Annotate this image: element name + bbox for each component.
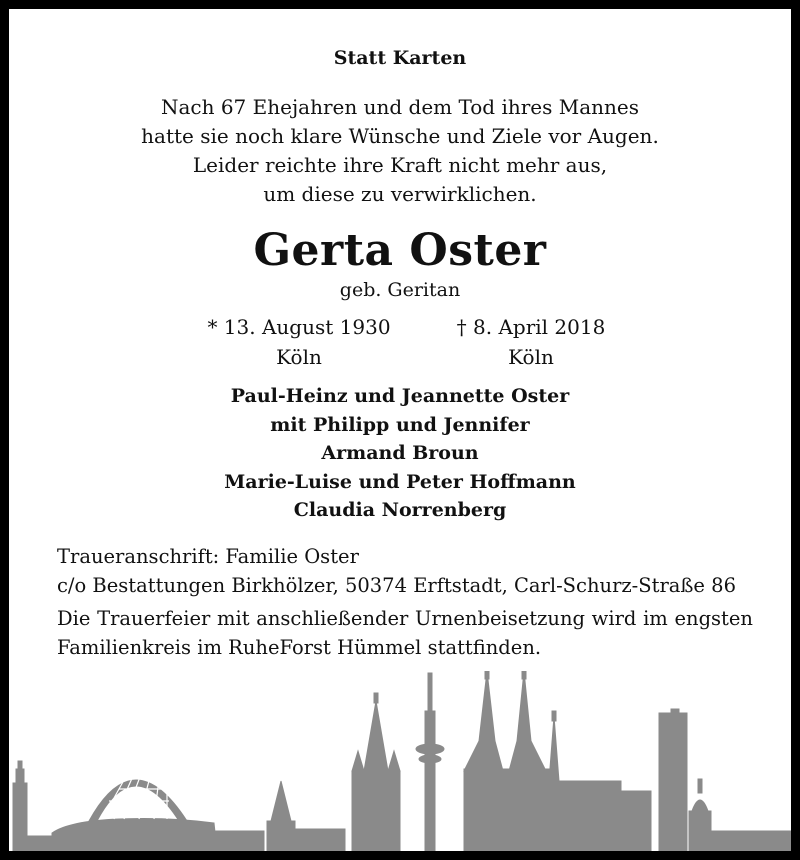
ceremony-notice: Die Trauerfeier mit anschließender Urnenbeisetzung wird im engsten Familienkreis im RuheForst Hümmel stattfinden. bbox=[57, 607, 753, 659]
birth-place: Köln bbox=[276, 345, 322, 369]
birth-date: * 13. August 1930 bbox=[207, 315, 391, 339]
death-place: Köln bbox=[508, 345, 554, 369]
birth-info bbox=[169, 312, 429, 372]
mourner: Armand Broun bbox=[321, 442, 479, 464]
mourner: Claudia Norrenberg bbox=[293, 499, 507, 521]
death-date: † 8. April 2018 bbox=[456, 315, 606, 339]
address-line: Traueranschrift: Familie Oster bbox=[57, 545, 359, 568]
intro-line: Nach 67 Ehejahren und dem Tod ihres Mannes bbox=[160, 95, 640, 119]
intro-line: hatte sie noch klare Wünsche und Ziele vor Augen. bbox=[141, 124, 659, 148]
intro-text bbox=[9, 93, 791, 209]
mourners-list bbox=[9, 382, 791, 525]
death-info bbox=[401, 312, 661, 372]
address-line: c/o Bestattungen Birkhölzer, 50374 Erftstadt, Carl-Schurz-Straße 86 bbox=[57, 574, 736, 597]
deceased-name: Gerta Oster bbox=[253, 225, 547, 276]
notice-heading: Statt Karten bbox=[333, 47, 467, 69]
mourner: Marie-Luise und Peter Hoffmann bbox=[224, 470, 576, 493]
maiden-name: geb. Geritan bbox=[339, 279, 461, 301]
mourner: mit Philipp und Jennifer bbox=[270, 413, 530, 436]
mourner: Paul-Heinz und Jeannette Oster bbox=[230, 385, 570, 407]
cologne-skyline-silhouette-icon bbox=[9, 671, 791, 851]
mourning-address bbox=[57, 542, 736, 600]
intro-line: Leider reichte ihre Kraft nicht mehr aus, bbox=[192, 153, 608, 177]
intro-line: um diese zu verwirklichen. bbox=[263, 182, 537, 206]
